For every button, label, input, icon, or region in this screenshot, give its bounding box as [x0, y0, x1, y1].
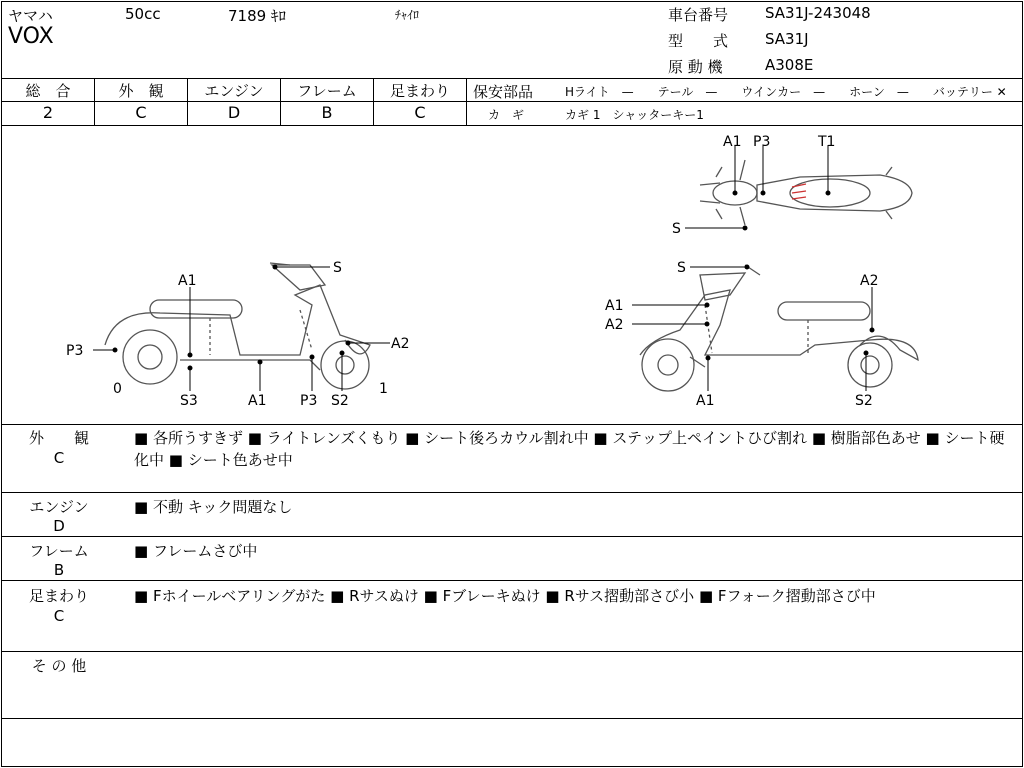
- remark-frame-label: フレーム: [29, 542, 89, 560]
- engine-grade: D: [227, 103, 241, 122]
- frame-no-label: 車台番号: [668, 6, 729, 24]
- maker: ヤマハ: [8, 7, 53, 25]
- type-value: SA31J: [765, 30, 809, 48]
- remark-exterior-label: 外 観: [28, 429, 89, 447]
- engine-value: A308E: [765, 56, 814, 74]
- mark-left-a2: A2: [391, 336, 410, 352]
- mark-left-s: S: [333, 260, 342, 276]
- exterior-label: 外 観: [118, 82, 164, 100]
- damage-diagram: [0, 125, 1024, 425]
- mark-left-a1-b: A1: [248, 393, 267, 409]
- model-name: VOX: [8, 24, 54, 49]
- mark-top-p3: P3: [753, 134, 771, 150]
- remark-frame-text: ■ フレームさび中: [134, 542, 258, 560]
- safety-items: Hライト — テール — ウインカー — ホーン — バッテリー ✕: [565, 85, 1007, 99]
- mark-left-1: 1: [379, 381, 388, 397]
- left-side-scooter: [105, 263, 370, 389]
- mark-left-p3-b: P3: [300, 393, 318, 409]
- frame-grade: B: [321, 103, 333, 122]
- mark-top-t1: T1: [818, 134, 836, 150]
- frame-no: SA31J-243048: [765, 4, 871, 22]
- mark-left-p3: P3: [66, 343, 84, 359]
- remark-exterior-grade: C: [53, 449, 65, 467]
- remark-suspension-text: ■ Fホイールベアリングがた ■ Rサスぬけ ■ Fブレーキぬけ ■ Rサス摺動部さび小 ■ Fフォーク摺動部さび中: [134, 587, 876, 605]
- mark-right-a1: A1: [605, 298, 624, 314]
- overall-grade: 2: [42, 103, 54, 122]
- remark-exterior-text: ■ 各所うすきず ■ ライトレンズくもり ■ シート後ろカウル割れ中 ■ ステップ上ペイントひび割れ ■ 樹脂部色あせ ■ シート硬化中 ■ シート色あせ中: [134, 429, 1005, 469]
- mark-top-s: S: [672, 221, 681, 237]
- mark-left-a1: A1: [178, 273, 197, 289]
- remark-suspension-label: 足まわり: [28, 587, 89, 605]
- mark-right-s: S: [677, 260, 686, 276]
- mark-right-a2-b: A2: [860, 273, 879, 289]
- remark-frame-grade: B: [53, 561, 65, 579]
- remark-engine-label: エンジン: [29, 498, 89, 516]
- keys-label: カ ギ: [488, 108, 525, 122]
- mark-left-0: 0: [113, 381, 122, 397]
- remark-engine-text: ■ 不動 キック問題なし: [134, 498, 293, 516]
- remark-other-label: そ の 他: [31, 657, 87, 675]
- body-color: ﾁｬｲﾛ: [395, 8, 420, 22]
- overall-label: 総 合: [25, 82, 71, 100]
- keys-value: カギ 1 シャッターキー1: [565, 108, 704, 122]
- mark-right-a1-b: A1: [696, 393, 715, 409]
- engine-label: 原 動 機: [668, 58, 723, 76]
- suspension-grade-label: 足まわり: [389, 82, 450, 100]
- displacement: 50cc: [125, 5, 161, 23]
- suspension-grade: C: [414, 103, 426, 122]
- exterior-grade: C: [135, 103, 147, 122]
- mark-top-a1: A1: [723, 134, 742, 150]
- engine-grade-label: エンジン: [204, 82, 264, 100]
- top-view-scooter: [700, 160, 912, 225]
- remark-suspension-grade: C: [53, 607, 65, 625]
- mark-right-a2: A2: [605, 317, 624, 333]
- safety-label: 保安部品: [473, 83, 534, 101]
- type-label: 型 式: [668, 32, 729, 50]
- frame-grade-label: フレーム: [297, 82, 357, 100]
- mark-left-s3: S3: [180, 393, 198, 409]
- mark-left-s2: S2: [331, 393, 349, 409]
- remark-engine-grade: D: [53, 517, 65, 535]
- mileage: 7189 ｷﾛ: [228, 7, 286, 25]
- mark-right-s2: S2: [855, 393, 873, 409]
